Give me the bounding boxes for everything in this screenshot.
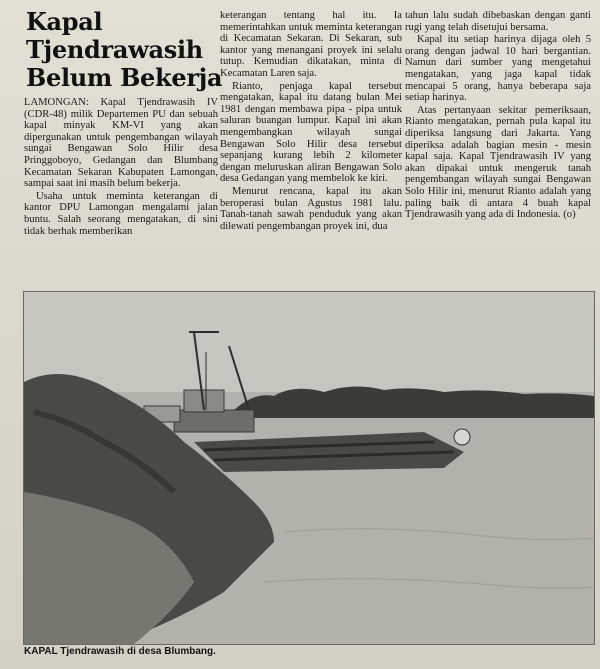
photo-dredger-ship-river [24,292,594,644]
paragraph: Menurut rencana, kapal itu akan beroperasi bulan Agustus 1981 lalu. Tanah-tanah sawah penduduk yang akan dilewati pengembangan proyek ini, dua [220,185,402,232]
paragraph: Atas pertanyaan sekitar pemeriksaan, Rianto mengatakan, pernah pula kapal itu diperiksa langsung dari Jakarta. Yang diperiksa adalah bagian mesin - mesin kapal saja. Kapal Tjendrawasih IV yang akan dipakai untuk mengeruk tanah pengembangan wilayah sungai Bengawan Solo Hilir ini, menurut Rianto adalah yang paling baik di antara 4 buah kapal Tjendrawasih yang ada di Indonesia. (o) [405,104,591,221]
paragraph: keterangan tentang hal itu. Ia memerintahkan untuk meminta keterangan di Kecamatan Sekaran. Di Sekaran, sub kantor yang menangani proyek ini selalu tutup. Kemudian dikatakan, minta di Kecamatan Laren saja. [220,10,402,79]
article-column-3 [405,10,591,287]
article-column-2 [220,10,402,287]
headline-line-2: Tjendrawasih [26,35,203,64]
paragraph: Rianto, penjaga kapal tersebut mengatakan, kapal itu datang bulan Mei 1981 dengan membawa pipa - pipa untuk saluran buangan lumpur. Kapal ini akan mengembangkan wilayah sungai Bengawan Solo Hilir desa tersebut sepanjang kurang lebih 2 kilometer dengan meluruskan aliran Bengawan Solo desa Gedangan yang membelok ke kiri. [220,80,402,185]
article-column-1 [24,97,218,287]
paragraph: Usaha untuk meminta keterangan di kantor DPU Lamongan mengalami jalan buntu. Salah seorang mengatakan, di sini tidak berhak memberikan [24,190,218,237]
headline-line-3: Belum Bekerja [26,63,223,92]
paragraph: tahun lalu sudah dibebaskan dengan ganti rugi yang telah disetujui bersama. [405,10,591,33]
paragraph: Kapal itu setiap harinya dijaga oleh 5 orang dengan jadwal 10 hari bergantian. Namun dari sumber yang mengetahui mengatakan, yang jaga kapal tidak mencapai 5 orang, hanya beberapa saja setiap harinya. [405,34,591,104]
news-photo [23,291,595,645]
photo-caption: KAPAL Tjendrawasih di desa Blumbang. [24,646,216,657]
headline-line-1: Kapal [26,7,103,36]
headline [26,7,223,92]
paragraph: LAMONGAN: Kapal Tjendrawasih IV (CDR-48) milik Departemen PU dan sebuah kapal minyak KM-VI yang akan dipergunakan untuk pengembangan wilayah sungai Bengawan Solo Hilir desa Pringgoboyo, Gedangan dan Blumbang Kecamatan Sekaran Kabupaten Lamongan, sampai saat ini masih belum bekerja. [24,97,218,190]
